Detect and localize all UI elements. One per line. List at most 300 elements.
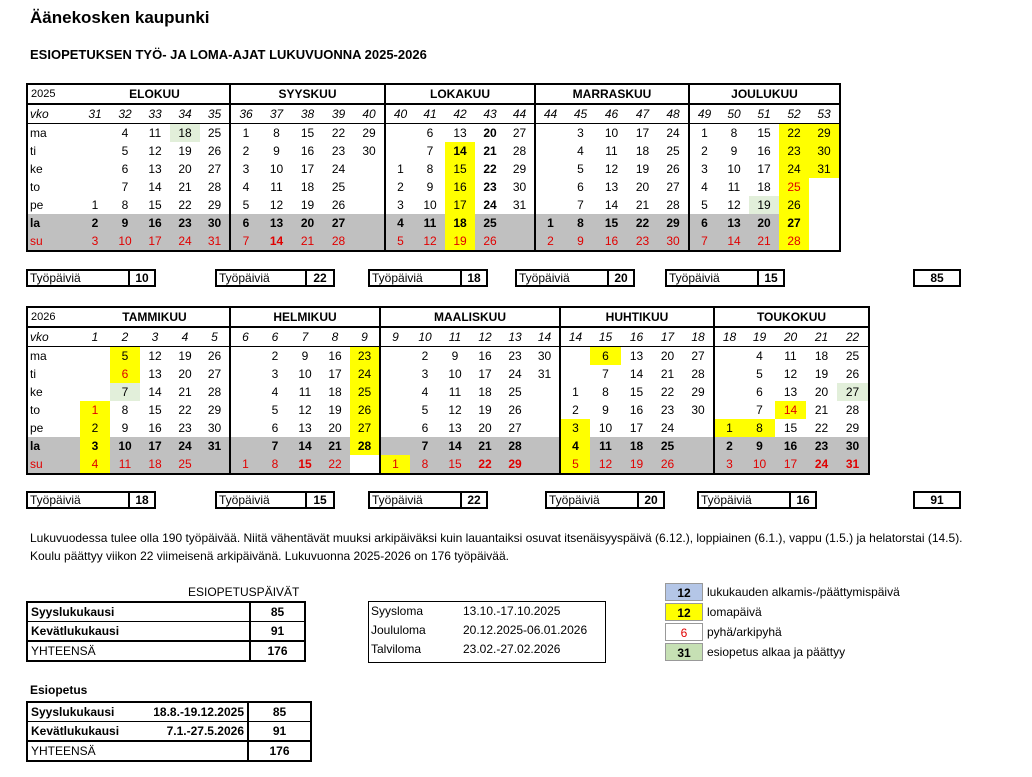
day-cell: 16 <box>478 349 492 363</box>
day-cell: 27 <box>207 162 222 176</box>
day-cell: 2 <box>80 214 110 232</box>
day-cell <box>354 178 385 196</box>
day-cell: 15 <box>783 421 798 435</box>
day-cell: 29 <box>691 385 705 399</box>
row-value: 176 <box>248 741 310 760</box>
day-cell <box>809 214 839 232</box>
week-number: 22 <box>837 327 868 347</box>
year-label: 2025 <box>28 85 80 104</box>
day-cell: 5 <box>110 347 140 366</box>
workdays-label: Työpäiviä <box>517 271 609 285</box>
day-cell: 12 <box>727 198 741 212</box>
day-cell: 3 <box>271 367 279 381</box>
calendar-2025 <box>26 83 841 252</box>
day-cell: 17 <box>140 232 170 250</box>
day-cell: 7 <box>689 232 719 250</box>
week-number: 41 <box>415 104 445 124</box>
day-cell: 4 <box>689 178 719 196</box>
day-cell: 22 <box>178 403 192 417</box>
day-cell: 28 <box>691 367 705 381</box>
day-cell: 9 <box>273 144 280 158</box>
week-number: 44 <box>535 104 565 124</box>
day-cell: 13 <box>448 421 462 435</box>
day-cell: 30 <box>512 180 527 194</box>
week-number: 43 <box>475 104 505 124</box>
day-cell: 30 <box>362 144 376 158</box>
table-row <box>28 383 868 401</box>
day-cell <box>354 214 385 232</box>
day-cell: 3 <box>421 367 429 381</box>
day-cell: 12 <box>448 403 462 417</box>
day-cell: 22 <box>178 198 192 212</box>
row-value: 91 <box>250 622 304 642</box>
day-cell: 16 <box>300 144 315 158</box>
day-cell <box>530 383 560 401</box>
day-cell: 16 <box>328 349 342 363</box>
day-cell: 9 <box>730 144 738 158</box>
day-cell: 15 <box>290 455 320 473</box>
row-value: 85 <box>250 603 304 622</box>
day-cell: 11 <box>590 437 621 455</box>
day-cell: 6 <box>689 214 719 232</box>
day-cell <box>535 196 565 214</box>
table-row <box>28 722 310 742</box>
day-cell: 26 <box>350 401 380 419</box>
day-cell <box>354 232 385 250</box>
week-number: 46 <box>596 104 627 124</box>
day-cell <box>530 419 560 437</box>
week-number: 51 <box>749 104 779 124</box>
month-header: SYYSKUU <box>230 85 385 104</box>
row-label: Kevätlukukausi <box>28 722 136 742</box>
day-cell: 20 <box>660 349 675 363</box>
day-cell: 3 <box>577 126 584 140</box>
day-cell: 6 <box>110 365 140 383</box>
day-cell: 1 <box>230 455 260 473</box>
note-line-1: Lukuvuodessa tulee olla 190 työpäivää. Niitä vähentävät muuksi arkipäiväksi kuin lauantaiksi osuvat itsenäisyyspäivä (6.12.), loppiainen (6.1.), vappu (1.5.) ja helatorstai (14.5). <box>30 531 963 545</box>
day-cell: 21 <box>178 385 192 399</box>
day-cell: 24 <box>660 421 675 435</box>
day-cell <box>714 383 744 401</box>
week-label: vko <box>28 104 80 124</box>
day-cell <box>683 419 714 437</box>
workdays-value: 10 <box>135 271 149 285</box>
day-cell: 22 <box>320 455 350 473</box>
table-row <box>28 160 839 178</box>
esiopetuspaivat-table <box>26 601 306 662</box>
table-row <box>28 455 868 473</box>
weekday-label: ke <box>30 162 43 176</box>
day-cell: 25 <box>652 437 683 455</box>
day-cell: 13 <box>148 162 162 176</box>
day-cell: 18 <box>635 144 650 158</box>
day-cell: 30 <box>200 214 230 232</box>
day-cell: 8 <box>121 403 129 417</box>
day-cell: 16 <box>445 178 475 196</box>
day-cell: 7 <box>121 180 129 194</box>
day-cell: 2 <box>385 178 415 196</box>
day-cell: 16 <box>757 144 771 158</box>
day-cell: 9 <box>426 180 434 194</box>
day-cell: 20 <box>178 162 192 176</box>
day-cell: 17 <box>328 367 342 381</box>
day-cell <box>380 383 410 401</box>
list-item <box>369 602 605 621</box>
day-cell: 26 <box>779 196 809 214</box>
day-cell: 16 <box>775 437 806 455</box>
day-cell: 27 <box>350 419 380 437</box>
day-cell: 11 <box>110 455 140 473</box>
day-cell: 25 <box>331 180 346 194</box>
day-cell: 1 <box>380 455 410 473</box>
weekday-label: to <box>30 403 41 417</box>
workdays-value: 15 <box>764 271 778 285</box>
note-line-2: Koulu päättyy viikon 22 viimeisenä arkipäivänä. Lukuvuonna 2025-2026 on 176 työpäivää. <box>30 549 509 563</box>
day-cell: 15 <box>445 160 475 178</box>
day-cell: 24 <box>779 160 809 178</box>
row-value: 91 <box>248 722 310 742</box>
workdays-label: Työpäiviä <box>28 493 130 507</box>
day-cell: 19 <box>621 455 652 473</box>
day-cell: 9 <box>301 349 309 363</box>
day-cell: 14 <box>604 198 619 212</box>
day-cell: 8 <box>426 162 434 176</box>
day-cell: 18 <box>300 180 315 194</box>
day-cell: 29 <box>362 126 376 140</box>
week-number: 40 <box>385 104 415 124</box>
day-cell: 12 <box>298 403 312 417</box>
day-cell <box>80 365 110 383</box>
esiopetuspaivat-heading: ESIOPETUSPÄIVÄT <box>188 585 300 599</box>
day-cell: 7 <box>756 403 763 417</box>
day-cell: 27 <box>207 367 222 381</box>
day-cell: 15 <box>300 126 315 140</box>
week-number: 47 <box>627 104 658 124</box>
day-cell: 22 <box>660 385 675 399</box>
day-cell: 7 <box>426 144 434 158</box>
day-cell: 2 <box>560 401 590 419</box>
week-number: 33 <box>140 104 170 124</box>
day-cell <box>535 124 565 143</box>
day-cell <box>230 437 260 455</box>
week-number: 4 <box>170 327 200 347</box>
weekday-label: ma <box>30 126 47 140</box>
day-cell: 16 <box>140 214 170 232</box>
day-cell: 31 <box>537 367 552 381</box>
workdays-box <box>215 491 335 509</box>
day-cell <box>535 160 565 178</box>
day-cell: 25 <box>508 385 522 399</box>
day-cell: 22 <box>627 214 658 232</box>
week-number: 13 <box>500 327 530 347</box>
weekday-label: ke <box>30 385 43 399</box>
day-cell: 14 <box>261 232 292 250</box>
day-cell: 13 <box>719 214 749 232</box>
day-cell <box>385 124 415 143</box>
day-cell: 20 <box>483 126 497 140</box>
week-number: 17 <box>652 327 683 347</box>
day-cell: 23 <box>660 403 675 417</box>
holiday-dates: 20.12.2025-06.01.2026 <box>463 623 588 637</box>
day-cell: 6 <box>426 126 434 140</box>
day-cell: 5 <box>385 232 415 250</box>
month-header: ELOKUU <box>80 85 230 104</box>
year-label: 2026 <box>28 308 80 327</box>
day-cell: 17 <box>300 162 315 176</box>
week-number: 16 <box>621 327 652 347</box>
legend-text: lomapäivä <box>707 605 762 619</box>
day-cell: 27 <box>779 214 809 232</box>
day-cell: 30 <box>207 421 222 435</box>
day-cell: 22 <box>779 124 809 143</box>
table-row <box>28 622 304 642</box>
workdays-box <box>697 491 817 509</box>
day-cell: 13 <box>298 421 312 435</box>
day-cell: 4 <box>385 214 415 232</box>
table-row <box>28 401 868 419</box>
week-number: 35 <box>200 104 230 124</box>
day-cell: 31 <box>200 437 230 455</box>
day-cell <box>809 196 839 214</box>
month-header: HELMIKUU <box>230 308 380 327</box>
day-cell: 24 <box>666 126 680 140</box>
workdays-box <box>26 269 156 287</box>
day-cell: 14 <box>148 385 162 399</box>
day-cell: 23 <box>779 142 809 160</box>
day-cell <box>380 419 410 437</box>
week-number: 48 <box>658 104 689 124</box>
day-cell: 22 <box>470 455 500 473</box>
day-cell: 26 <box>475 232 505 250</box>
day-cell: 12 <box>269 198 284 212</box>
day-cell <box>80 347 110 366</box>
legend-item <box>665 582 900 602</box>
day-cell: 12 <box>590 455 621 473</box>
day-cell <box>714 365 744 383</box>
day-cell: 29 <box>207 198 222 212</box>
day-cell: 2 <box>421 349 429 363</box>
day-cell: 19 <box>749 196 779 214</box>
day-cell: 5 <box>560 455 590 473</box>
week-number: 36 <box>230 104 261 124</box>
day-cell: 10 <box>598 421 613 435</box>
day-cell: 26 <box>508 403 522 417</box>
day-cell: 11 <box>605 144 618 158</box>
day-cell: 10 <box>423 198 437 212</box>
day-cell: 1 <box>385 160 415 178</box>
table-row <box>28 419 868 437</box>
month-header: JOULUKUU <box>689 85 839 104</box>
row-dates <box>136 741 248 760</box>
day-cell: 7 <box>260 437 290 455</box>
day-cell: 27 <box>323 214 354 232</box>
day-cell: 27 <box>837 383 868 401</box>
day-cell: 21 <box>483 144 497 158</box>
day-cell: 25 <box>779 178 809 196</box>
day-cell: 15 <box>596 214 627 232</box>
day-cell: 13 <box>629 349 644 363</box>
day-cell: 12 <box>148 349 162 363</box>
week-number: 2 <box>110 327 140 347</box>
day-cell: 25 <box>845 349 860 363</box>
day-cell: 13 <box>453 126 467 140</box>
day-cell <box>683 455 714 473</box>
esiopetus-table <box>26 701 312 762</box>
week-number: 7 <box>290 327 320 347</box>
day-cell: 28 <box>350 437 380 455</box>
week-number: 19 <box>744 327 775 347</box>
week-number: 9 <box>350 327 380 347</box>
day-cell: 29 <box>207 403 222 417</box>
day-cell <box>350 455 380 473</box>
day-cell: 29 <box>512 162 527 176</box>
day-cell: 9 <box>602 403 609 417</box>
day-cell: 25 <box>207 126 222 140</box>
day-cell: 15 <box>629 385 644 399</box>
day-cell <box>230 383 260 401</box>
row-dates: 7.1.-27.5.2026 <box>136 722 248 742</box>
day-cell: 17 <box>757 162 771 176</box>
table-row <box>28 365 868 383</box>
day-cell: 25 <box>350 383 380 401</box>
day-cell: 11 <box>298 385 312 399</box>
day-cell: 17 <box>478 367 492 381</box>
day-cell: 10 <box>110 232 140 250</box>
month-header: MARRASKUU <box>535 85 689 104</box>
day-cell: 14 <box>719 232 749 250</box>
day-cell: 21 <box>470 437 500 455</box>
day-cell <box>560 365 590 383</box>
day-cell: 24 <box>508 367 522 381</box>
day-cell <box>560 347 590 366</box>
day-cell: 16 <box>148 421 162 435</box>
holiday-list <box>368 601 606 663</box>
day-cell: 17 <box>775 455 806 473</box>
week-number: 12 <box>470 327 500 347</box>
day-cell: 28 <box>323 232 354 250</box>
list-item <box>369 640 605 659</box>
day-cell: 21 <box>814 403 829 417</box>
day-cell <box>809 232 839 250</box>
day-cell: 8 <box>744 419 775 437</box>
day-cell: 8 <box>730 126 738 140</box>
day-cell: 21 <box>749 232 779 250</box>
day-cell <box>80 160 110 178</box>
day-cell: 15 <box>148 198 162 212</box>
day-cell: 17 <box>140 437 170 455</box>
day-cell: 5 <box>756 367 763 381</box>
day-cell: 21 <box>320 437 350 455</box>
day-cell: 17 <box>635 126 650 140</box>
day-cell: 19 <box>814 367 829 381</box>
holiday-name: Talviloma <box>371 642 422 656</box>
holiday-name: Joululoma <box>371 623 426 637</box>
day-cell: 2 <box>271 349 279 363</box>
legend-item <box>665 622 782 642</box>
legend-swatch: 12 <box>665 603 703 621</box>
weekday-label: pe <box>30 421 44 435</box>
week-number: 39 <box>323 104 354 124</box>
day-cell: 26 <box>666 162 680 176</box>
day-cell: 31 <box>200 232 230 250</box>
day-cell: 31 <box>512 198 527 212</box>
day-cell: 7 <box>602 367 609 381</box>
legend-swatch: 12 <box>665 583 703 601</box>
day-cell: 8 <box>273 126 280 140</box>
day-cell: 1 <box>714 419 744 437</box>
day-cell: 31 <box>809 160 839 178</box>
day-cell: 12 <box>604 162 619 176</box>
day-cell: 28 <box>779 232 809 250</box>
workdays-value: 16 <box>796 493 810 507</box>
day-cell: 4 <box>121 126 129 140</box>
day-cell: 19 <box>300 198 315 212</box>
page-title: Äänekosken kaupunki <box>30 8 210 27</box>
day-cell: 8 <box>260 455 290 473</box>
holiday-dates: 13.10.-17.10.2025 <box>463 604 561 618</box>
table-row <box>28 741 310 760</box>
day-cell: 26 <box>207 144 222 158</box>
day-cell: 22 <box>483 162 497 176</box>
row-label: Syyslukukausi <box>28 703 136 722</box>
workdays-label: Työpäiviä <box>370 271 462 285</box>
day-cell: 3 <box>689 160 719 178</box>
row-value: 176 <box>250 641 304 660</box>
workdays-label: Työpäiviä <box>547 493 639 507</box>
day-cell: 11 <box>784 349 797 363</box>
day-cell: 6 <box>230 214 261 232</box>
day-cell: 18 <box>757 180 771 194</box>
table-row <box>28 232 839 250</box>
legend-text: esiopetus alkaa ja päättyy <box>707 645 846 659</box>
day-cell: 4 <box>577 144 584 158</box>
day-cell: 18 <box>445 214 475 232</box>
weekday-label: ma <box>30 349 47 363</box>
day-cell: 11 <box>415 214 445 232</box>
row-label: YHTEENSÄ <box>28 741 136 760</box>
month-header: TAMMIKUU <box>80 308 230 327</box>
day-cell: 9 <box>744 437 775 455</box>
day-cell <box>385 142 415 160</box>
day-cell: 21 <box>660 367 675 381</box>
table-row <box>28 603 304 622</box>
day-cell: 14 <box>775 401 806 419</box>
day-cell: 8 <box>565 214 596 232</box>
day-cell: 30 <box>691 403 705 417</box>
day-cell: 20 <box>635 180 650 194</box>
table-row <box>28 641 304 660</box>
day-cell: 18 <box>328 385 342 399</box>
day-cell <box>80 124 110 143</box>
week-number: 20 <box>775 327 806 347</box>
week-number: 52 <box>779 104 809 124</box>
weekday-label: pe <box>30 198 44 212</box>
day-cell: 16 <box>596 232 627 250</box>
day-cell: 31 <box>837 455 868 473</box>
calendar-2026 <box>26 306 870 475</box>
day-cell <box>714 401 744 419</box>
workdays-value: 20 <box>614 271 628 285</box>
day-cell: 11 <box>448 385 462 399</box>
day-cell <box>80 178 110 196</box>
workdays-box <box>515 269 635 287</box>
day-cell: 15 <box>148 403 162 417</box>
day-cell: 26 <box>652 455 683 473</box>
weekday-label: la <box>28 437 80 455</box>
day-cell: 5 <box>577 162 584 176</box>
day-cell: 25 <box>666 144 680 158</box>
day-cell: 4 <box>421 385 429 399</box>
